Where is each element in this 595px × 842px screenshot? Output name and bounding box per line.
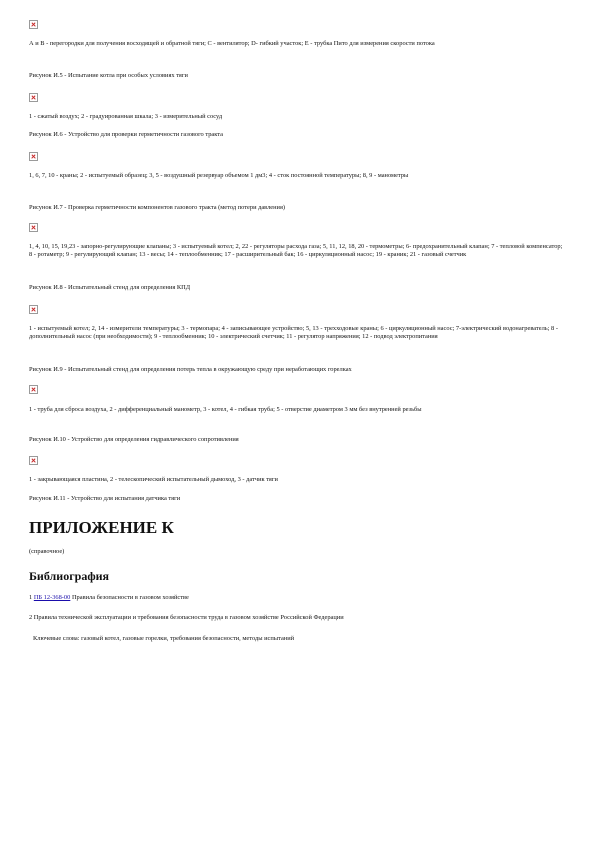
broken-image-icon (29, 305, 38, 314)
keywords: Ключевые слова: газовый котел, газовые горелки, требования безопасности, методы испытаний (33, 635, 295, 642)
broken-image-icon (29, 223, 38, 232)
figure-legend: 1 - закрывающаяся пластина, 2 - телескопический испытательный дымоход, 3 - датчик тяги (29, 476, 278, 483)
figure-legend: 1, 6, 7, 10 - краны; 2 - испытуемый образец; 3, 5 - воздушный резервуар объемом 1 дм3; 4 - сток постоянной температуры; 8, 9 - манометры (29, 172, 409, 179)
figure-caption: Рисунок И.6 - Устройство для проверки герметичности газового тракта (29, 131, 223, 138)
broken-image-icon (29, 456, 38, 465)
figure-image-placeholder (29, 152, 563, 161)
figure-caption: Рисунок И.7 - Проверка герметичности компонентов газового тракта (метод потери давления) (29, 204, 286, 211)
broken-image-icon (29, 93, 38, 102)
bibliography-item-2: 2 Правила технической эксплуатации и требования безопасности труда в газовом хозяйстве Российской Федерации (29, 614, 344, 621)
figure-image-placeholder (29, 20, 563, 29)
appendix-subtitle: (справочное) (29, 548, 65, 555)
figure-legend: 1 - испытуемый котел; 2, 14 - измерители температуры; 3 - термопара; 4 - записывающее устройство; 5, 13 - трехходовые краны; 6 - циркуляционный насос; 7-электрический водонагреватель; 8 - дополнительный насос (при необходимости); 9 - теплообменник; 10 - электрический счетчик; 11 - регулятор напряжения; 12 - подвод электропитания (29, 325, 558, 341)
figure-legend: 1 - труба для сброса воздуха, 2 - дифференциальный манометр, 3 - котел, 4 - гибкая труба; 5 - отверстие диаметром 3 мм без внутренней резьбы (29, 406, 422, 413)
figure-caption: Рисунок И.8 - Испытательный стенд для определения КПД (29, 284, 191, 291)
figure-image-placeholder (29, 385, 563, 394)
broken-image-icon (29, 20, 38, 29)
figure-image-placeholder (29, 93, 563, 102)
reference-number: 1 (29, 594, 33, 601)
figure-image-placeholder (29, 456, 563, 465)
appendix-title: ПРИЛОЖЕНИЕ К (29, 518, 174, 537)
figure-caption: Рисунок И.5 - Испытание котла при особых условиях тяги (29, 72, 188, 79)
bibliography-heading: Библиография (29, 569, 110, 583)
figure-legend: 1, 4, 10, 15, 19,23 - запорно-регулирующие клапаны; 3 - испытуемый котел; 2, 22 - регуляторы расхода газа; 5, 11, 12, 18, 20 - термометры; 6- предохранительный клапан; 7 - тепловой компенсатор; 8 - ротаметр; 9 - регулирующий клапан; 13 - весы; 14 - теплообменник; 17 - расширительный бак; 16 - циркуляционный насос; 19 - краник; 21 - газовый счетчик (29, 243, 563, 259)
broken-image-icon (29, 385, 38, 394)
bibliography-item-1 (29, 594, 563, 602)
figure-caption: Рисунок И.9 - Испытательный стенд для определения потерь тепла в окружающую среду при неработающих горелках (29, 366, 352, 373)
broken-image-icon (29, 152, 38, 161)
reference-title: Правила безопасности в газовом хозяйстве (71, 594, 189, 601)
figure-image-placeholder (29, 223, 563, 232)
figure-legend: А и В - перегородки для получения восходящей и обратной тяги; С - вентилятор; D- гибкий участок; Е - трубка Пито для измерения скорости потока (29, 40, 435, 47)
figure-image-placeholder (29, 305, 563, 314)
figure-caption: Рисунок И.11 - Устройство для испытания датчика тяги (29, 495, 181, 502)
figure-legend: 1 - сжатый воздух; 2 - градуированная шкала; 3 - измерительный сосуд (29, 113, 223, 120)
reference-link[interactable]: ПБ 12-368-00 (33, 594, 71, 601)
figure-caption: Рисунок И.10 - Устройство для определения гидравлического сопротивления (29, 436, 239, 443)
